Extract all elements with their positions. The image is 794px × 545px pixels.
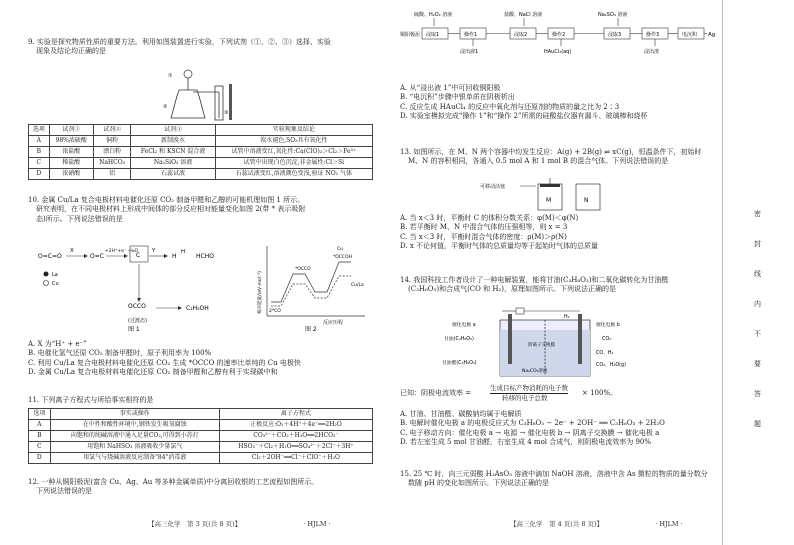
table-cell: 试管中出现白色沉淀,非金属性:Cl＞Si [215, 158, 372, 169]
q13-m-label: M [546, 197, 552, 204]
q9-stem-line1: 9. 实验是探究物质性质的重要方法。利用如图装置进行实验，下列试剂（①、②、③）选择、实验 [28, 38, 331, 46]
q12-option-c: C. 反应生成 HAuCl₄ 的反应中氧化剂与还原剂的物质的量之比为 2∶3 [400, 102, 620, 111]
q10-ethanol-label: C₂H₅OH [186, 305, 209, 312]
svg-text:O=C: O=C [90, 253, 104, 260]
flow-start: 铜阳极泥 [400, 32, 421, 38]
q13-stem-line1: 13. 如图所示，在 M、N 两个容器中均发生反应：A(g) + 2B(g) ⇌ xC(g)，恒温条件下，初始时 [400, 148, 702, 156]
q11-stem: 11. 下列离子方程式与所给事实相符的是 [28, 396, 154, 404]
q10-fig2-caption: 图 2 [305, 326, 317, 332]
binding-char: 题 [754, 420, 761, 428]
table-cell: CO₃²⁻＋CO₂＋H₂O══2HCO₃⁻ [219, 431, 372, 442]
q10-h-label: H [181, 249, 186, 255]
table-cell: 在中性和酸性环境中,钢铁发生吸氧腐蚀 [50, 420, 219, 431]
table-cell: 正极反应:O₂＋4H⁺＋4e⁻══2H₂O [219, 420, 372, 431]
right-page [400, 0, 718, 545]
q13-option-c: C. 当 x＜3 时，平衡时混合气体的密度：ρ(M)＞ρ(N) [400, 232, 567, 241]
question-10 [28, 196, 388, 224]
question-11 [28, 396, 388, 405]
q10-legend-cu: Cu [52, 281, 59, 287]
table-header: 试剂③ [131, 125, 215, 136]
table-cell: 试管中溶液变红,氧化性:Ca(ClO)₂＞Cl₂＞Fe³⁺ [215, 147, 372, 158]
q11-table [28, 408, 373, 464]
flow-box-6: 操作3 [646, 32, 660, 38]
binding-char: 不 [754, 330, 761, 338]
binding-strip [722, 0, 794, 545]
q10-fig2-series-cula: Cu/La [351, 283, 364, 288]
q13-piston-label: 可移动活塞 [480, 184, 506, 190]
table-cell: B [29, 431, 51, 442]
table-header: 离子方程式 [219, 409, 372, 420]
svg-text:C: C [136, 252, 141, 259]
table-cell: C [29, 442, 51, 453]
table-cell: 铝 [93, 169, 131, 180]
q10-reagent-label: +2H⁺+e⁻ -H₂O [105, 249, 139, 254]
q10-x-label: X [70, 248, 74, 254]
q14-label-solution: Na₂CO₃溶液 [522, 369, 548, 374]
q14-efficiency [400, 384, 718, 406]
table-cell: Na₂SiO₃ 溶液 [131, 158, 215, 169]
q9-table-wrap [28, 124, 373, 180]
left-footer-text: 【高三化学 第 3 页(共 8 页)】 [148, 520, 242, 528]
flow-bottom-1: 浸出液1 [460, 49, 479, 55]
table-header: 实验现象及结论 [215, 125, 372, 136]
q10-figure1-mechanism [36, 240, 241, 332]
q10-option-a: A. X 为“H⁺ + e⁻” [28, 340, 87, 348]
q14-stem-line1: 14. 我国科技工作者设计了一种电解装置，能将甘油(C₃H₈O₃)和二氧化碳转化为甘油醛 [400, 276, 669, 284]
q13-options [400, 214, 718, 252]
table-header: 事实或操作 [50, 409, 219, 420]
q14-label-membrane: 阴离子交换膜 [528, 343, 555, 348]
left-footer-code: · HJLM · [303, 520, 331, 528]
table-cell: 溴水褪色,SO₂具有氧化性 [215, 136, 372, 147]
table-cell: 用饱和 NaHSO₃ 溶液吸收少量氯气 [50, 442, 219, 453]
q12-stem-line2: 下列说法错误的是 [36, 487, 92, 496]
q14-eff-denominator: 转移的电子总数 [502, 394, 548, 402]
table-cell: A [29, 420, 51, 431]
q10-y-label: Y [152, 248, 156, 254]
q15-stem-line2: 数随 pH 的变化如图所示。下列说法正确的是 [408, 479, 550, 488]
table-header-row [29, 125, 373, 136]
flow-bottom-3: 浸出渣 [644, 49, 660, 55]
table-cell: 石蕊试液 [131, 169, 215, 180]
table-cell: C [29, 158, 50, 169]
binding-char: 封 [754, 240, 761, 248]
flow-product: Ag [708, 32, 716, 38]
q14-label-syngas: CO、H₂ [596, 351, 614, 356]
flow-box-5: 浸取3 [608, 32, 622, 38]
table-cell: B [29, 147, 50, 158]
svg-text:OCCO: OCCO [128, 303, 146, 310]
right-footer [510, 520, 683, 529]
q9-stem-line2: 现象及结论均正确的是 [36, 47, 106, 56]
q10-stem-line1: 10. 金属 Cu/La 复合电极材料电催化还原 CO₂ 制备甲醛和乙醇的可能机理如图 1 所示。 [28, 196, 305, 204]
q14-eff-suffix: × 100%。 [582, 389, 618, 397]
q14-options [400, 410, 718, 448]
question-13 [400, 148, 718, 167]
q14-label-glyceraldehyde: 甘油醛(C₃H₆O₃) [442, 361, 477, 366]
q10-fig2-ylabel: 相对能量/(eV·mol⁻¹) [258, 271, 263, 314]
question-12 [28, 478, 388, 497]
q10-stem-line3: 态)所示。下列说法错误的是 [36, 214, 123, 223]
q10-fig2-xlabel: 反应历程 [323, 320, 344, 326]
q10-option-b: B. 电催化氢气还原 CO₂ 制备甲醛时，原子利用率为 100% [28, 349, 212, 358]
table-cell: 浓硝酸 [49, 169, 93, 180]
q14-electrolysis-figure [440, 302, 680, 382]
table-cell: 漂白粉 [93, 147, 131, 158]
q12-option-d: D. 实验室模拟完成“操作 1”和“操作 2”所需的硅酸盐仪器有漏斗、玻璃棒和烧杯 [400, 112, 648, 121]
table-header: 试剂② [93, 125, 131, 136]
table-cell: D [29, 169, 50, 180]
flow-box-2: 操作1 [464, 32, 478, 38]
q12-option-b: B. “电沉积”步骤中银单质在阴极析出 [400, 93, 515, 102]
flow-reagent-2: 盐酸、NaCl 溶液 [504, 12, 543, 18]
table-cell: HSO₃⁻＋Cl₂＋H₂O══SO₄²⁻＋2Cl⁻＋3H⁺ [219, 442, 372, 453]
q13-containers-figure [480, 176, 630, 212]
q10-fig1-caption: 图 1 [128, 326, 140, 332]
q12-stem-line1: 12. 一种从铜阳极泥(富含 Cu、Ag、Au 等多种金属单质)中分离回收银的工艺流程如图所示。 [28, 478, 319, 486]
table-cell: A [29, 136, 50, 147]
q14-option-a: A. 甘油、甘油醛、碳酸钠均属于电解质 [400, 410, 522, 418]
q10-option-c: C. 利用 Cu/La 复合电极材料电催化还原 CO₂ 生成 *OCCO 的速率比单纯的 Cu 电极快 [28, 358, 301, 367]
flow-reagent-3: Na₂SO₃ 溶液 [598, 12, 628, 18]
q9-apparatus-figure [163, 66, 253, 122]
table-row [29, 420, 373, 431]
table-cell: 铜粉 [93, 136, 131, 147]
binding-char: 密 [754, 210, 761, 218]
question-14 [400, 276, 718, 295]
question-15 [400, 470, 718, 489]
svg-text:③: ③ [224, 110, 229, 116]
q10-fig2-species-2: *OCCO [295, 267, 311, 272]
q11-table-wrap [28, 408, 373, 464]
q10-fig2-species-3: *OCCOH [333, 255, 353, 260]
table-cell: 浓盐酸 [49, 147, 93, 158]
question-9 [28, 38, 388, 57]
table-cell: 向饱和的纯碱溶液中通入足量CO₂,可得到小苏打 [50, 431, 219, 442]
svg-text:O=C=O: O=C=O [38, 253, 62, 260]
flow-reagent-1: 硫酸、H₂O₂ 溶液 [414, 12, 453, 18]
q13-option-d: D. x 不论何值，平衡时气体的总质量均等于起始时气体的总质量 [400, 242, 598, 251]
binding-char: 答 [754, 390, 761, 398]
svg-text:H: H [172, 253, 177, 260]
table-row [29, 169, 373, 180]
q12-option-a: A. 从“浸出液 1”中可回收铜阳极 [400, 84, 501, 92]
q10-options [28, 340, 388, 378]
q14-stem-line2: (C₃H₆O₃)和合成气(CO 和 H₂)，原理如图所示。下列说法正确的是 [408, 285, 616, 294]
q14-label-electrode-a: 催化电极 a [452, 323, 476, 328]
right-footer-text: 【高三化学 第 4 页(共 8 页)】 [510, 520, 604, 528]
table-row [29, 147, 373, 158]
q14-eff-numerator: 生成目标产物消耗的电子数 [490, 384, 568, 392]
q10-figure2-energy [253, 240, 373, 332]
flow-box-7: 电沉积 [682, 32, 698, 38]
table-header: 选项 [29, 125, 50, 136]
table-cell: FeCl₂ 和 KSCN 混合液 [131, 147, 215, 158]
svg-text:②: ② [163, 104, 168, 110]
q10-legend-la: La [52, 272, 58, 278]
q10-stem-line2: 研究表明，在不同电极材料上形成中间体的部分反应相对能量变化如图 2(带 * 表示吸附 [36, 205, 306, 214]
flow-box-1: 浸取1 [426, 32, 440, 38]
q14-label-co2-h2o: CO₂、H₂O(g) [596, 363, 626, 368]
table-cell: 98%浓硫酸 [49, 136, 93, 147]
left-page [28, 0, 388, 545]
table-header-row [29, 409, 373, 420]
q14-label-glycerol: 甘油(C₃H₈O₃) [444, 337, 474, 342]
table-cell: 稀盐酸 [49, 158, 93, 169]
table-cell: 新制溴水 [131, 136, 215, 147]
q14-option-b: B. 电解时催化电极 a 的电极反应式为 C₃H₈O₃ − 2e⁻ + 2OH⁻ ══ C₃H₆O₃ + 2H₂O [400, 419, 665, 428]
binding-char: 线 [754, 270, 761, 278]
left-footer [148, 520, 331, 529]
q10-transition-label: (过渡态) [128, 318, 147, 324]
q13-option-a: A. 当 x＜3 时，平衡时 C 的体积分数关系：φ(M)＜φ(N) [400, 214, 579, 222]
q9-table [28, 124, 373, 180]
q12-flow-diagram [400, 8, 718, 60]
q14-option-d: D. 若左室生成 5 mol 甘油醛，右室生成 4 mol 合成气，则阴极电流效率为 90% [400, 438, 652, 447]
q14-label-h2: H₂ [564, 315, 570, 320]
table-cell: Cl₂＋2OH⁻══Cl⁻＋ClO⁻＋H₂O [219, 453, 372, 464]
q13-n-label: N [584, 197, 589, 204]
q15-stem-line1: 15. 25 ℃ 时，向三元弱酸 H₃AsO₃ 溶液中滴加 NaOH 溶液，溶液中含 As 微粒的物质的量分数分 [400, 470, 708, 478]
right-footer-code: · HJLM · [655, 520, 683, 528]
q10-hcho-label: HCHO [196, 253, 214, 260]
q10-option-d: D. 金属 Cu/La 复合电极材料电催化还原 CO₂ 制备甲醛和乙醇有利于实现碳中和 [28, 368, 278, 377]
table-cell: 石蕊试液变红,溶液颜色变浅,验证 NO₂ 气体 [215, 169, 372, 180]
table-row [29, 158, 373, 169]
q12-options [400, 84, 718, 122]
table-cell: NaHCO₃ [93, 158, 131, 169]
svg-text:①: ① [168, 73, 173, 79]
table-row [29, 431, 373, 442]
table-cell: 用氯气与烧碱溶液反应制备"84"消毒液 [50, 453, 219, 464]
q10-fig2-species-1: 2*CO [269, 309, 281, 314]
q13-stem-line2: M、N 的容积相同，各通入 0.5 mol A 和 1 mol B 的混合气体。下列说法错误的是 [408, 157, 669, 166]
flow-bottom-2: HAuCl₄(aq) [544, 49, 572, 55]
flow-box-4: 操作2 [552, 32, 566, 38]
q14-option-c: C. 电子移动方向：催化电极 a → 电源 → 催化电极 b → 阴离子交换膜 → 催化电极 a [400, 428, 660, 437]
q14-label-co2: CO₂ [602, 337, 612, 342]
q10-fig2-series-cu: Cu [337, 247, 343, 252]
table-row [29, 442, 373, 453]
table-header: 试剂① [49, 125, 93, 136]
table-header: 选项 [29, 409, 51, 420]
q14-eff-prefix: 已知：阴极电流效率 = [400, 389, 472, 397]
flow-box-3: 浸取2 [514, 32, 528, 38]
table-row [29, 453, 373, 464]
binding-char: 要 [754, 360, 761, 368]
binding-char: 内 [754, 300, 761, 308]
table-row [29, 136, 373, 147]
q13-option-b: B. 若平衡时 M、N 中混合气体的压强相等，则 x = 3 [400, 223, 568, 232]
q14-label-electrode-b: 催化电极 b [596, 323, 620, 328]
table-cell: D [29, 453, 51, 464]
